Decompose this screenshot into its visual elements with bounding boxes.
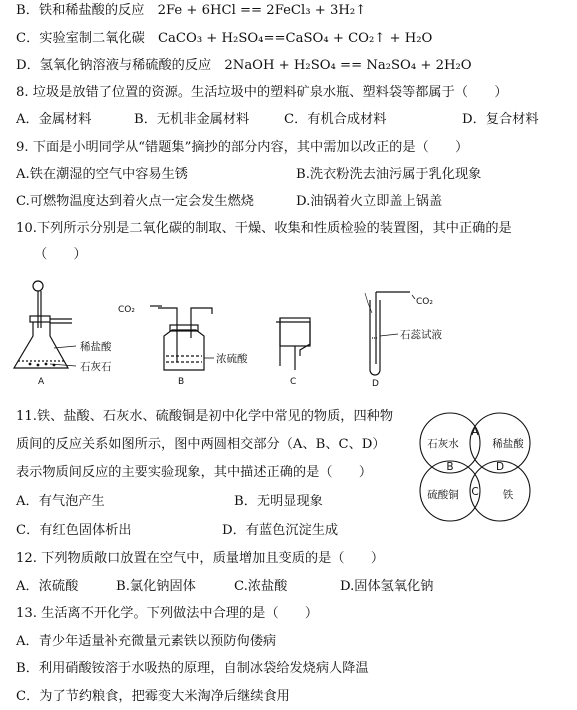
- q13-option-c: C．为了节约粮食，把霉变大米淘净后继续食用: [16, 689, 290, 704]
- q10-stem: 10.下列所示分别是二氧化碳的制取、干燥、收集和性质检验的装置图，其中正确的是: [16, 221, 512, 236]
- intersection-c: C: [471, 486, 479, 498]
- label-c: C: [290, 377, 297, 387]
- option-d-line: D．氢氧化钠溶液与稀硫酸的反应 2NaOH + H₂SO₄ == Na₂SO₄ + 2H₂O: [16, 58, 472, 73]
- q10-paren: （ ）: [34, 247, 87, 262]
- circle-dilute-hcl: 稀盐酸: [492, 438, 524, 450]
- q8-option-a: A．金属材料: [16, 112, 92, 127]
- q12-options: [16, 578, 433, 596]
- apparatus-figure: [0, 278, 577, 390]
- label-a: A: [38, 377, 45, 387]
- q13-option-b: B．利用硝酸铵溶于水吸热的原理，自制冰袋给发烧病人降温: [16, 661, 369, 676]
- label-co2-b: CO₂: [118, 305, 135, 315]
- circle-copper-sulfate: 硫酸铜: [427, 489, 459, 501]
- label-b: B: [178, 377, 185, 387]
- q9-option-c: C.可燃物温度达到着火点一定会发生燃烧: [16, 194, 254, 209]
- q11-line2: 质间的反应关系如图所示，图中两圆相交部分（A、B、C、D）: [16, 437, 386, 452]
- q11-option-a: A．有气泡产生: [16, 494, 105, 509]
- q9-option-a: A.铁在潮湿的空气中容易生锈: [16, 167, 188, 182]
- q8-option-b: B．无机非金属材料: [134, 112, 250, 127]
- q11-option-b: B．无明显现象: [234, 494, 323, 509]
- q9-option-d: D.油锅着火立即盖上锅盖: [296, 194, 443, 209]
- intersection-b: B: [446, 461, 454, 473]
- intersection-a: A: [471, 426, 479, 438]
- q9-stem: 9. 下面是小明同学从“错题集”摘抄的部分内容，其中需加以改正的是（ ）: [16, 140, 469, 155]
- q13-option-a: A．青少年适量补充微量元素铁以预防佝偻病: [16, 634, 277, 649]
- label-conc-h2so4: 浓硫酸: [216, 353, 248, 365]
- q8-option-d: D．复合材料: [462, 112, 539, 127]
- q13-stem: 13. 生活离不开化学。下列做法中合理的是（ ）: [16, 606, 319, 621]
- q8-stem: 8. 垃圾是放错了位置的资源。生活垃圾中的塑料矿泉水瓶、塑料袋等都属于（ ）: [16, 85, 508, 100]
- apparatus-a: [14, 281, 76, 368]
- option-c-line: C．实验室制二氧化碳 CaCO₃ + H₂SO₄==CaSO₄ + CO₂↑ + H₂O: [16, 31, 433, 46]
- q11-option-c: C．有红色固体析出: [16, 523, 132, 538]
- q11-line3: 表示物质间反应的主要实验现象，其中描述正确的是（ ）: [16, 465, 373, 480]
- circle-limewater: 石灰水: [427, 438, 459, 450]
- q12-option-a: A．浓硫酸: [16, 579, 79, 594]
- q12-option-d: D.固体氢氧化钠: [340, 579, 434, 594]
- q12-option-c: C.浓盐酸: [234, 579, 288, 594]
- q12-option-b: B.氯化钠固体: [116, 579, 196, 594]
- label-co2-d: CO₂: [416, 297, 433, 307]
- apparatus-b: [150, 306, 214, 370]
- label-dilute-hcl: 稀盐酸: [80, 341, 112, 353]
- apparatus-c: [276, 318, 310, 370]
- circle-iron: 铁: [502, 489, 514, 501]
- reaction-circles-diagram: [410, 405, 560, 527]
- q8-option-c: C．有机合成材料: [284, 112, 387, 127]
- q11-option-d: D．有蓝色沉淀生成: [222, 523, 339, 538]
- label-litmus: 石蕊试液: [400, 329, 442, 341]
- label-limestone: 石灰石: [80, 361, 112, 373]
- q11-line1: 11.铁、盐酸、石灰水、硫酸铜是初中化学中常见的物质，四种物: [16, 409, 394, 424]
- intersection-d: D: [495, 461, 505, 473]
- label-d: D: [372, 379, 379, 389]
- option-b-line: B．铁和稀盐酸的反应 2Fe + 6HCl == 2FeCl₃ + 3H₂↑: [16, 3, 367, 18]
- q9-option-b: B.洗衣粉洗去油污属于乳化现象: [296, 167, 482, 182]
- q8-options: [16, 111, 539, 129]
- q12-stem: 12. 下列物质敞口放置在空气中，质量增加且变质的是（ ）: [16, 551, 385, 566]
